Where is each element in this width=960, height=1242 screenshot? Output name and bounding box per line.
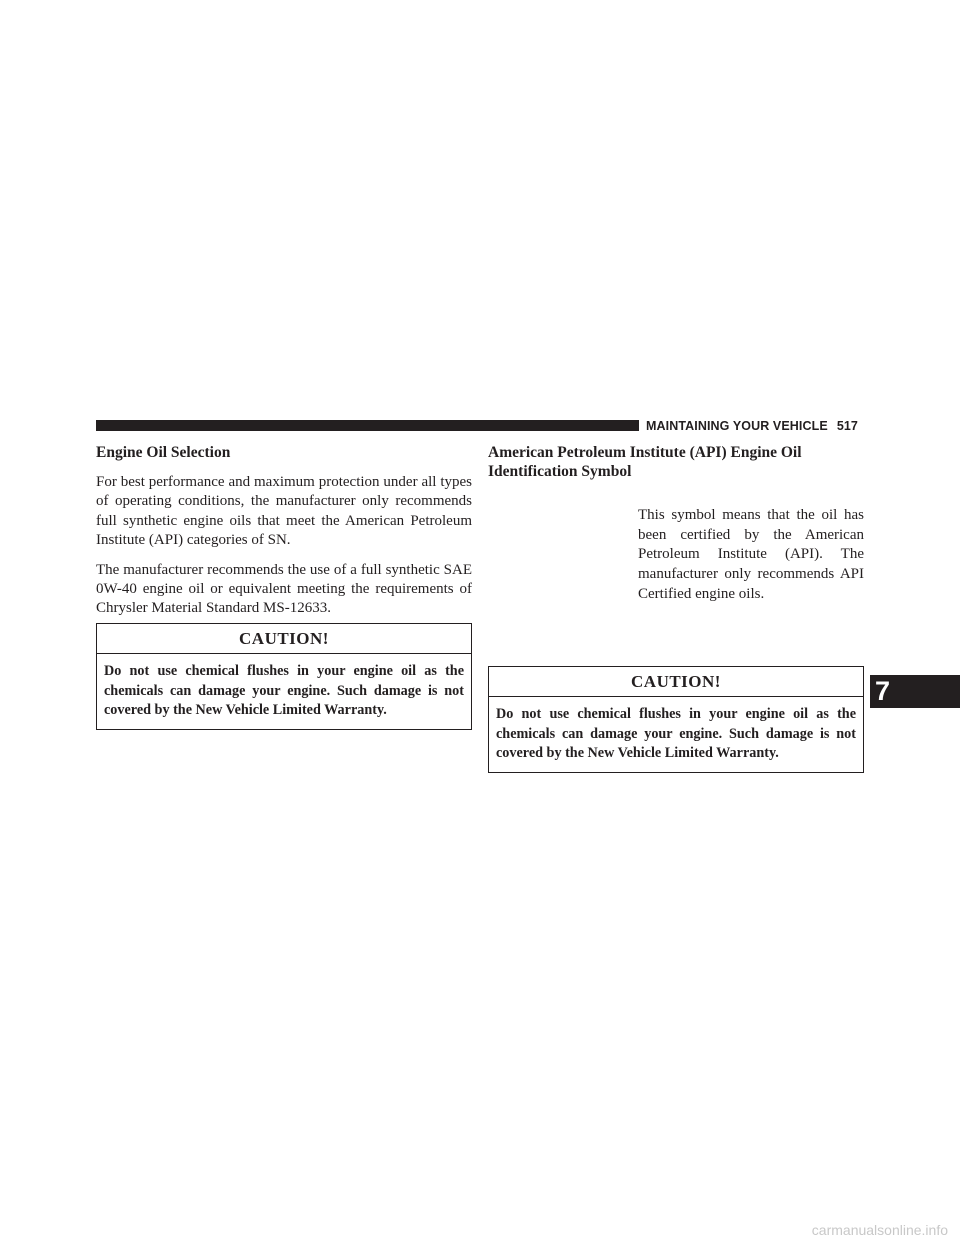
api-symbol-image	[500, 510, 620, 610]
api-symbol-heading: American Petroleum Institute (API) Engine Oil Identification Symbol	[488, 444, 802, 480]
caution-title: CAUTION!	[97, 624, 471, 654]
watermark	[0, 1222, 960, 1242]
caution-title: CAUTION!	[489, 667, 863, 697]
paragraph-best-performance: For best performance and maximum protection under all types of operating conditions, the manufacturer only recommends full synthetic engine oils that meet the American Petroleum Institute (API) categories of SN.	[96, 474, 472, 549]
page-number: 517	[836, 419, 858, 433]
section-title: MAINTAINING YOUR VEHICLE	[646, 419, 828, 433]
watermark-text: carmanualsonline.info	[811, 1222, 948, 1238]
running-header	[646, 417, 864, 435]
left-column	[96, 443, 472, 619]
caution-body: Do not use chemical flushes in your engine oil as the chemicals can damage your engine. Such damage is not covered by the New Vehicle Limited Warranty.	[496, 706, 856, 762]
chapter-tab	[870, 675, 960, 708]
header-rule	[96, 420, 639, 431]
chapter-number: 7	[875, 676, 891, 706]
right-column	[488, 443, 864, 481]
caution-box-right	[488, 666, 864, 773]
api-symbol-description: This symbol means that the oil has been certified by the American Petroleum Institute (API). The manufacturer only recommends API Certified engine oils.	[638, 507, 864, 602]
engine-oil-selection-heading: Engine Oil Selection	[96, 444, 231, 461]
caution-body: Do not use chemical flushes in your engine oil as the chemicals can damage your engine. Such damage is not covered by the New Vehicle Limited Warranty.	[104, 663, 464, 719]
paragraph-recommendation: The manufacturer recommends the use of a full synthetic SAE 0W-40 engine oil or equivalent meeting the requirements of Chrysler Material Standard MS-12633.	[96, 561, 472, 617]
caution-box-left	[96, 623, 472, 730]
